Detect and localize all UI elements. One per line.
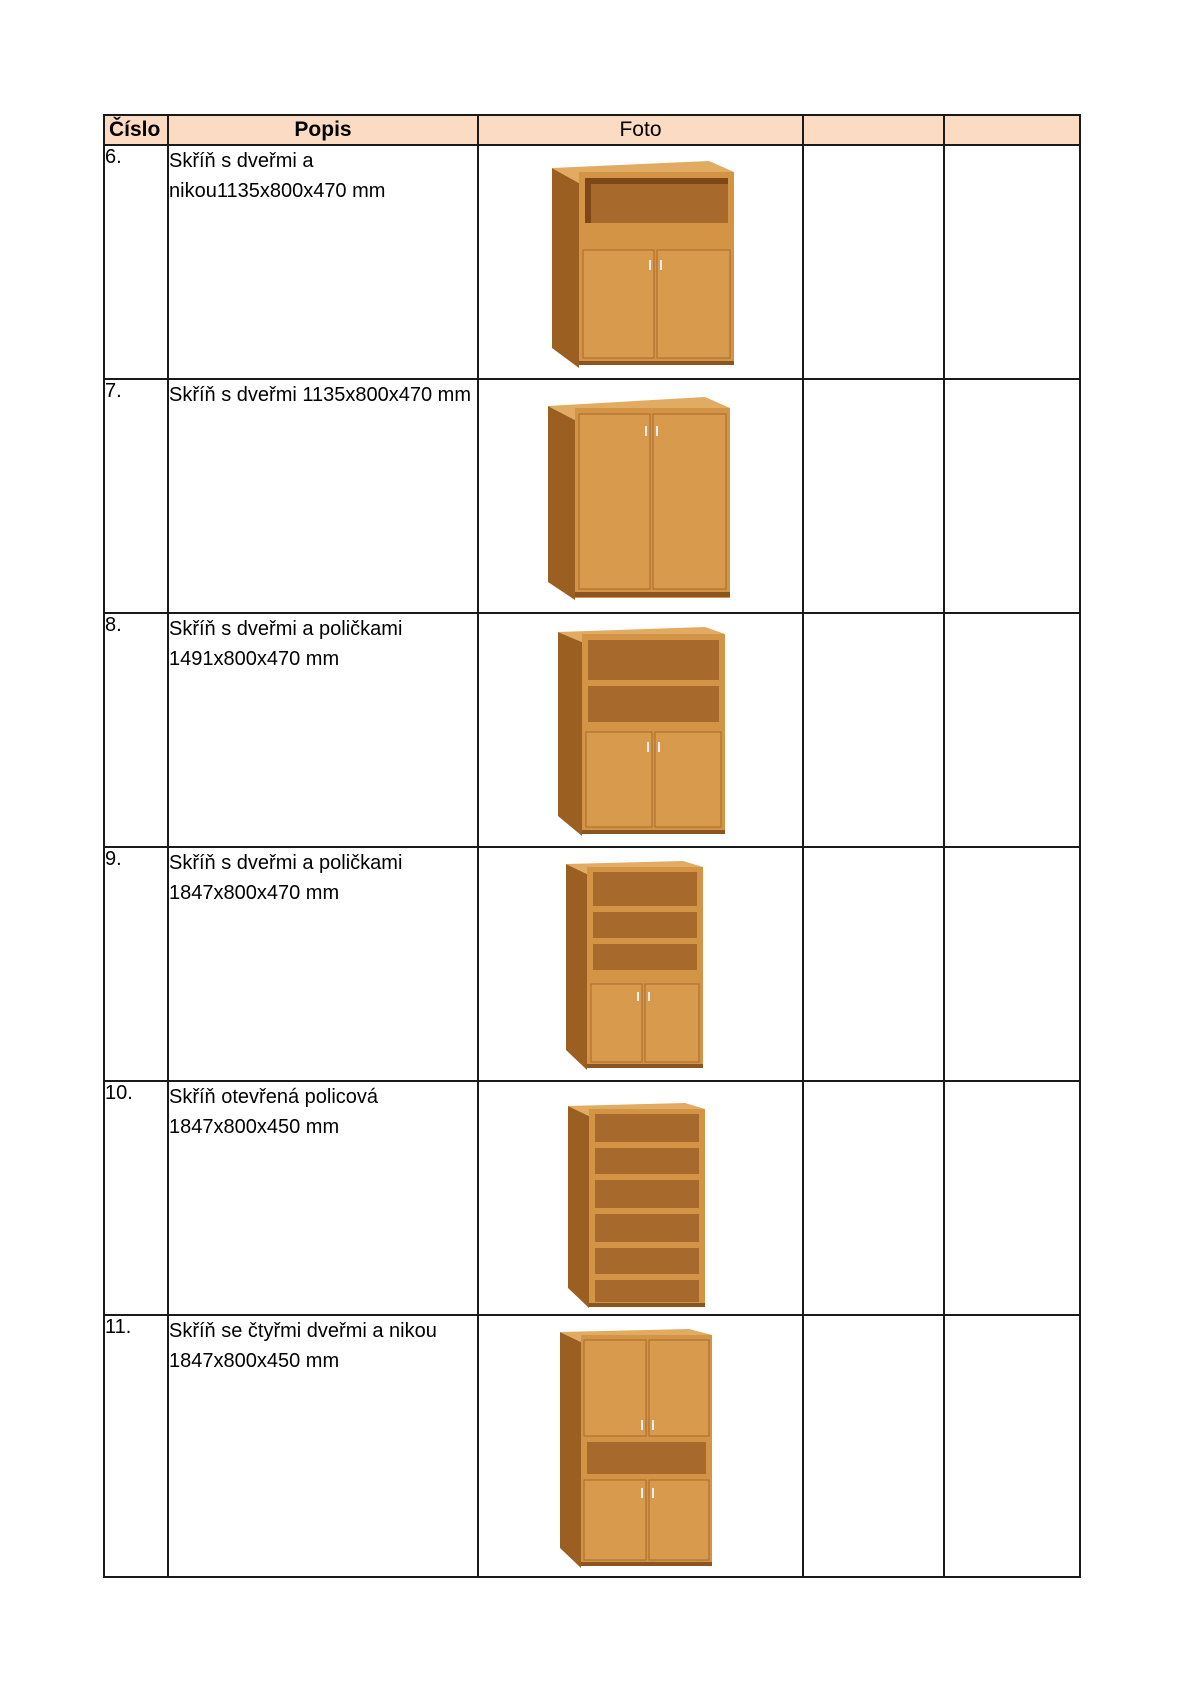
row-photo xyxy=(478,847,803,1081)
cabinet-doors-niche-image xyxy=(549,158,739,368)
header-col4 xyxy=(803,115,944,145)
header-description: Popis xyxy=(168,115,478,145)
row-photo xyxy=(478,145,803,379)
row-photo xyxy=(478,379,803,613)
row-description: Skříň s dveřmi a nikou1135x800x470 mm xyxy=(168,145,478,379)
table-row xyxy=(104,613,1080,847)
header-photo: Foto xyxy=(478,115,803,145)
row-col4 xyxy=(803,1315,944,1577)
table-row xyxy=(104,145,1080,379)
row-col5 xyxy=(944,1081,1080,1315)
row-col5 xyxy=(944,613,1080,847)
row-description: Skříň se čtyřmi dveřmi a nikou 1847x800x450 mm xyxy=(168,1315,478,1577)
row-number: 6. xyxy=(104,145,168,379)
header-row xyxy=(104,115,1080,145)
header-col5 xyxy=(944,115,1080,145)
row-col4 xyxy=(803,145,944,379)
row-col5 xyxy=(944,847,1080,1081)
row-photo xyxy=(478,613,803,847)
row-number: 9. xyxy=(104,847,168,1081)
open-shelf-cabinet-image xyxy=(565,1100,710,1310)
row-col4 xyxy=(803,613,944,847)
row-number: 11. xyxy=(104,1315,168,1577)
cabinet-doors-shelves-image xyxy=(555,624,730,839)
row-description: Skříň s dveřmi 1135x800x470 mm xyxy=(168,379,478,613)
table-row xyxy=(104,847,1080,1081)
row-col5 xyxy=(944,379,1080,613)
cabinet-doors-image xyxy=(545,394,735,604)
table-row xyxy=(104,379,1080,613)
table-row xyxy=(104,1315,1080,1577)
cabinet-doors-shelves-tall-image xyxy=(563,858,708,1073)
row-col5 xyxy=(944,145,1080,379)
catalog-table xyxy=(103,114,1081,1578)
row-description: Skříň s dveřmi a poličkami 1491x800x470 mm xyxy=(168,613,478,847)
cabinet-four-doors-niche-image xyxy=(557,1326,717,1571)
row-number: 7. xyxy=(104,379,168,613)
row-col4 xyxy=(803,847,944,1081)
row-number: 10. xyxy=(104,1081,168,1315)
row-number: 8. xyxy=(104,613,168,847)
row-col5 xyxy=(944,1315,1080,1577)
row-photo xyxy=(478,1081,803,1315)
row-description: Skříň s dveřmi a poličkami 1847x800x470 mm xyxy=(168,847,478,1081)
row-col4 xyxy=(803,1081,944,1315)
header-number: Číslo xyxy=(104,115,168,145)
row-col4 xyxy=(803,379,944,613)
table-row xyxy=(104,1081,1080,1315)
row-photo xyxy=(478,1315,803,1577)
row-description: Skříň otevřená policová 1847x800x450 mm xyxy=(168,1081,478,1315)
